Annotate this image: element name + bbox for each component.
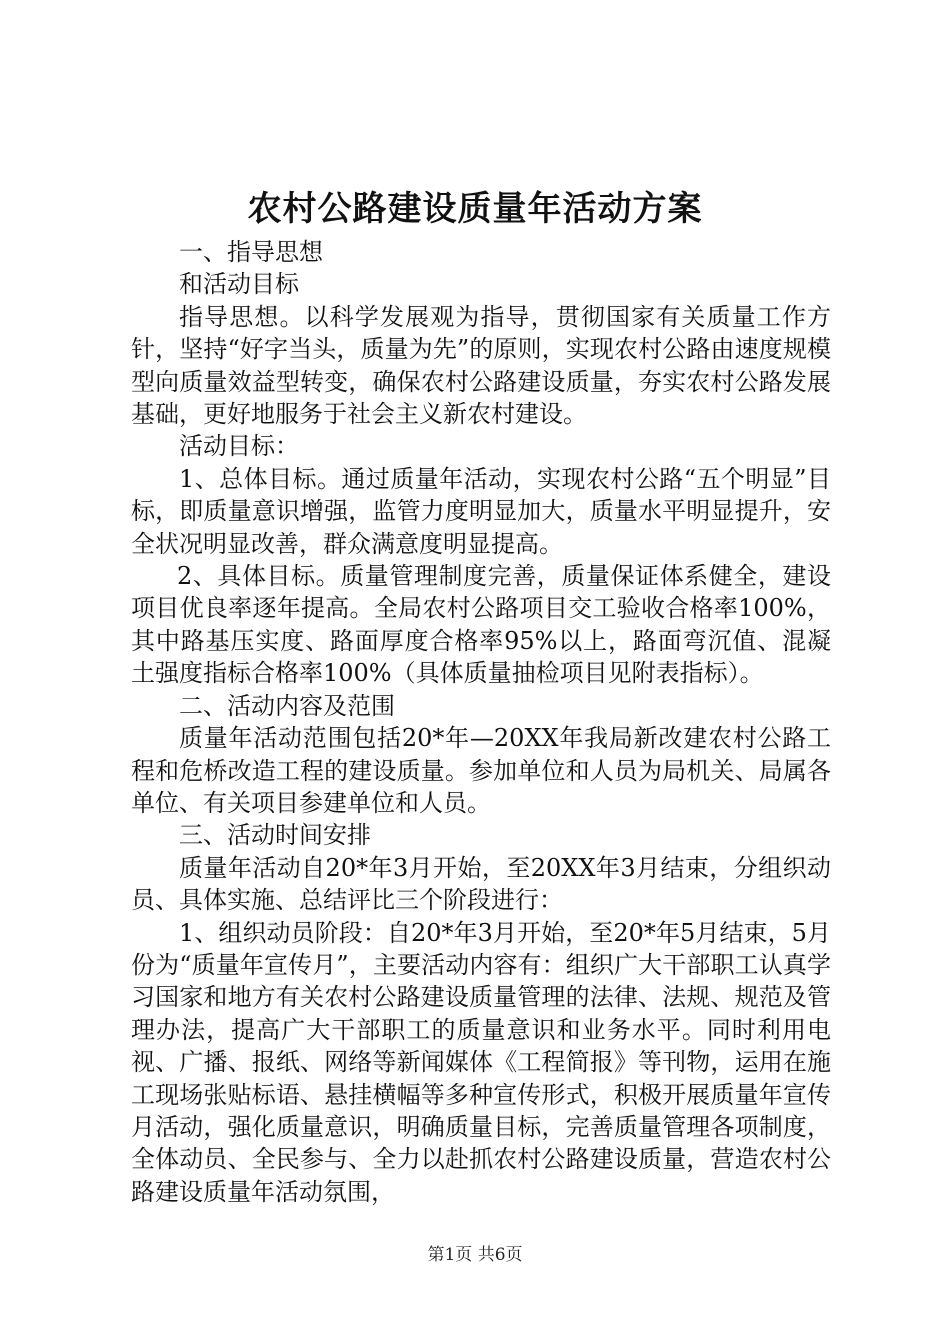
paragraph-specific-goal: 2、具体目标。质量管理制度完善，质量保证体系健全，建设项目优良率逐年提高。全局农村公路项目交工验收合格率100%，其中路基压实度、路面厚度合格率95%以上，路面弯沉值、混凝土强度指标合格率100%（具体质量抽检项目见附表指标）。	[131, 562, 831, 688]
page-number-footer: 第1页 共6页	[427, 1245, 523, 1265]
document-body	[131, 236, 831, 1208]
section-heading-guiding-thought: 一、指导思想	[179, 238, 323, 266]
subheading-activity-goals: 活动目标：	[179, 432, 299, 461]
section-heading-continuation: 和活动目标	[179, 270, 299, 299]
paragraph-mobilization-stage: 1、组织动员阶段：自20*年3月开始，至20*年5月结束，5月份为“质量年宣传月”，主要活动内容有：组织广大干部职工认真学习国家和地方有关农村公路建设质量管理的法律、法规、规范及管理办法，提高广大干部职工的质量意识和业务水平。同时利用电视、广播、报纸、网络等新闻媒体《工程简报》等刊物，运用在施工现场张贴标语、悬挂横幅等多种宣传形式，积极开展质量年宣传月活动，强化质量意识，明确质量目标，完善质量管理各项制度，全体动员、全民参与、全力以赴抓农村公路建设质量，营造农村公路建设质量年活动氛围，	[131, 918, 831, 1206]
paragraph-schedule: 质量年活动自20*年3月开始，至20XX年3月结束，分组织动员、具体实施、总结评比三个阶段进行：	[131, 853, 831, 915]
document-title: 农村公路建设质量年活动方案	[247, 189, 703, 229]
paragraph-guiding-thought: 指导思想。以科学发展观为指导，贯彻国家有关质量工作方针，坚持“好字当头，质量为先”的原则，实现农村公路由速度规模型向质量效益型转变，确保农村公路建设质量，夯实农村公路发展基础，更好地服务于社会主义新农村建设。	[131, 302, 831, 429]
paragraph-scope: 质量年活动范围包括20*年—20XX年我局新改建农村公路工程和危桥改造工程的建设质量。参加单位和人员为局机关、局属各单位、有关项目参建单位和人员。	[131, 724, 831, 817]
section-heading-schedule: 三、活动时间安排	[179, 821, 371, 850]
paragraph-overall-goal: 1、总体目标。通过质量年活动，实现农村公路“五个明显”目标，即质量意识增强，监管力度明显加大，质量水平明显提升，安全状况明显改善，群众满意度明显提高。	[131, 464, 831, 558]
section-heading-content-scope: 二、活动内容及范围	[179, 691, 395, 720]
